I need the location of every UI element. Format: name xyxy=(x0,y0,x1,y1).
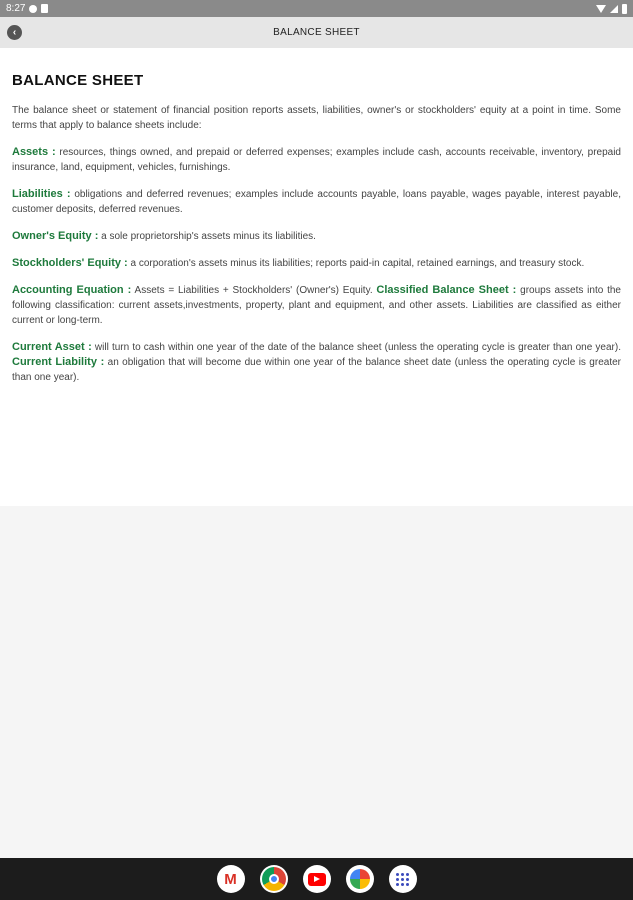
stockholders-equity-term: Stockholders' Equity : xyxy=(12,257,128,269)
app-bar xyxy=(0,17,633,48)
current-liability-term: Current Liability : xyxy=(12,356,105,368)
sd-card-icon xyxy=(41,4,48,13)
liabilities-term: Liabilities : xyxy=(12,188,71,200)
stockholders-equity-definition: a corporation's assets minus its liabilities; reports paid-in capital, retained earnings, and treasury stock. xyxy=(127,258,585,269)
accounting-equation-definition: Assets = Liabilities + Stockholders' (Owner's) Equity. xyxy=(131,285,377,296)
notification-icon xyxy=(29,5,37,13)
youtube-app-button[interactable] xyxy=(303,865,331,893)
app-bar-title: BALANCE SHEET xyxy=(273,27,360,38)
accounting-equation-term: Accounting Equation : xyxy=(12,284,132,296)
owners-equity-term: Owner's Equity : xyxy=(12,230,99,242)
signal-icon xyxy=(610,5,618,13)
status-time: 8:27 xyxy=(6,3,26,14)
current-asset-definition: will turn to cash within one year of the date of the balance sheet (unless the operating cycle is greater than one year). xyxy=(91,342,621,353)
accounting-equation-paragraph xyxy=(12,283,621,328)
chrome-app-button[interactable] xyxy=(260,865,288,893)
gmail-app-button[interactable] xyxy=(217,865,245,893)
liabilities-definition: obligations and deferred revenues; examples include accounts payable, loans payable, wages payable, interest payable, customer deposits, deferred revenues. xyxy=(12,189,621,215)
classified-balance-sheet-definition: groups assets into the following classification: current assets,investments, property, plant and equipment, and other assets. Liabilities are classified as either current or long-term. xyxy=(12,285,621,326)
battery-icon xyxy=(622,4,627,14)
photos-app-button[interactable] xyxy=(346,865,374,893)
wifi-icon xyxy=(596,5,606,13)
back-button[interactable] xyxy=(7,25,22,40)
content-panel xyxy=(0,48,633,506)
assets-term: Assets : xyxy=(12,146,56,158)
owners-equity-paragraph xyxy=(12,229,621,244)
youtube-icon xyxy=(308,873,326,886)
current-asset-paragraph xyxy=(12,340,621,385)
intro-paragraph: The balance sheet or statement of financial position reports assets, liabilities, owner's or stockholders' equity at a point in time. Some terms that apply to balance sheets include: xyxy=(12,105,621,131)
chevron-left-icon: ‹ xyxy=(12,27,17,38)
app-drawer-button[interactable] xyxy=(389,865,417,893)
app-drawer-icon xyxy=(396,873,409,886)
assets-definition: resources, things owned, and prepaid or deferred expenses; examples include cash, accounts receivable, inventory, prepaid insurance, land, equipment, vehicles, furnishings. xyxy=(12,147,621,173)
photos-icon xyxy=(350,869,370,889)
assets-paragraph xyxy=(12,145,621,175)
owners-equity-definition: a sole proprietorship's assets minus its liabilities. xyxy=(98,231,316,242)
classified-balance-sheet-term: Classified Balance Sheet : xyxy=(376,284,517,296)
current-liability-definition: an obligation that will become due within one year of the balance sheet date (unless the operating cycle is greater than one year). xyxy=(12,357,621,383)
dock xyxy=(0,858,633,900)
stockholders-equity-paragraph xyxy=(12,256,621,271)
gmail-icon: M xyxy=(224,870,237,888)
status-left xyxy=(6,3,48,14)
liabilities-paragraph xyxy=(12,187,621,217)
status-bar xyxy=(0,0,633,17)
current-asset-term: Current Asset : xyxy=(12,341,92,353)
status-right xyxy=(596,4,627,14)
page-title: BALANCE SHEET xyxy=(12,72,144,89)
chrome-icon xyxy=(262,867,286,891)
